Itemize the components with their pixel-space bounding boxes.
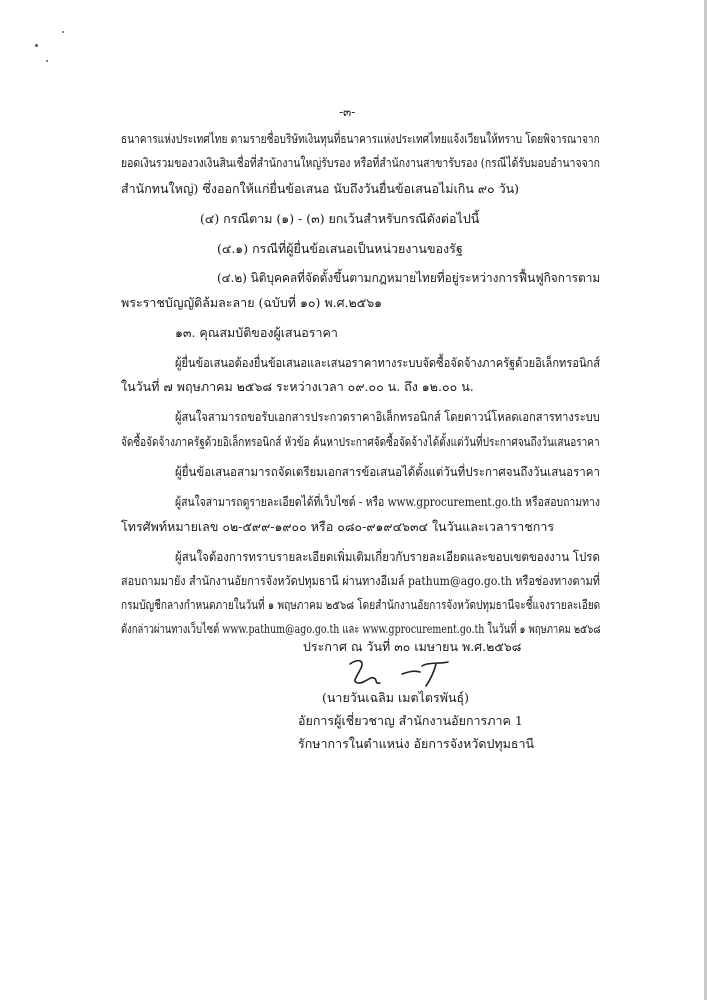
body-line-17: สอบถามมายัง สำนักงานอัยการจังหวัดปทุมธานี ผ่านทางอีเมล์ pathum@ago.go.th หรือช่องทางตามที่ <box>121 573 600 588</box>
body-line-14: ผู้สนใจสามารถดูรายละเอียดได้ที่เว็บไซต์ - หรือ www.gprocurement.go.th หรือสอบถามทาง <box>175 494 600 509</box>
body-line-16: ผู้สนใจต้องการทราบรายละเอียดเพิ่มเติมเกี่ยวกับรายละเอียดและขอบเขตของงาน โปรด <box>175 549 600 564</box>
body-line-18: กรมบัญชีกลางกำหนดภายในวันที่ ๑ พฤษภาคม ๒๕๖๘ โดยสำนักงานอัยการจังหวัดปทุมธานีจะชี้แจงรายละเอียด <box>121 597 601 612</box>
body-line-1: ธนาคารแห่งประเทศไทย ตามรายชื่อบริษัทเงินทุนที่ธนาคารแห่งประเทศไทยแจ้งเวียนให้ทราบ โดยพิจารณาจาก <box>121 131 600 146</box>
body-line-5: (๔.๑) กรณีที่ผู้ยื่นข้อเสนอเป็นหน่วยงานของรัฐ <box>217 241 463 256</box>
body-line-2: ยอดเงินรวมของวงเงินสินเชื่อที่สำนักงานใหญ่รับรอง หรือที่สำนักงานสาขารับรอง (กรณีได้รับมอบอำนาจจาก <box>121 155 600 170</box>
body-line-3: สำนักทนใหญ่) ซึ่งออกให้แก่ยื่นข้อเสนอ นับถึงวันยื่นข้อเสนอไม่เกิน ๙๐ วัน) <box>121 181 520 196</box>
body-line-11: ผู้สนใจสามารถขอรับเอกสารประกวดราคาอิเล็กทรอนิกส์ โดยดาวน์โหลดเอกสารทางระบบ <box>175 409 600 424</box>
body-line-10: ในวันที่ ๗ พฤษภาคม ๒๕๖๘ ระหว่างเวลา ๐๙.๐๐ น. ถึง ๑๒.๐๐ น. <box>121 379 474 394</box>
signer-name: (นายวันเฉลิม เมตไตรพันธุ์) <box>322 690 470 705</box>
body-line-4: (๔) กรณีตาม (๑) - (๓) ยกเว้นสำหรับกรณีดังต่อไปนี้ <box>200 211 480 226</box>
scan-speck <box>62 31 64 33</box>
section-heading-13: ๑๓. คุณสมบัติของผู้เสนอราคา <box>175 325 338 340</box>
body-line-19: ดังกล่าวผ่านทางเว็บไซต์ www.pathum@ago.go.th และ www.gprocurement.go.th ในวันที่ ๑ พฤษภาคม ๒๕๖๘ <box>121 621 601 636</box>
signer-title: อัยการผู้เชี่ยวชาญ สำนักงานอัยการภาค 1 <box>298 713 523 728</box>
scan-speck <box>35 44 38 47</box>
announcement-date: ประกาศ ณ วันที่ ๓๐ เมษายน พ.ศ.๒๕๖๘ <box>303 639 522 654</box>
body-line-15: โทรศัพท์หมายเลข ๐๒-๕๙๙-๑๙๐๐ หรือ ๐๘๐-๙๑๙๔๖๓๔ ในวันและเวลาราชการ <box>121 519 555 534</box>
page-number: -๓- <box>339 105 356 119</box>
body-line-13: ผู้ยื่นข้อเสนอสามารถจัดเตรียมเอกสารข้อเสนอได้ตั้งแต่วันที่ประกาศจนถึงวันเสนอราคา <box>175 464 600 479</box>
body-line-9: ผู้ยื่นข้อเสนอต้องยื่นข้อเสนอและเสนอราคาทางระบบจัดซื้อจัดจ้างภาครัฐด้วยอิเล็กทรอนิกส์ <box>175 355 601 370</box>
body-line-7: พระราชบัญญัติล้มละลาย (ฉบับที่ ๑๐) พ.ศ.๒๕๖๑ <box>121 295 383 310</box>
scan-speck <box>46 60 48 62</box>
signature <box>344 656 464 690</box>
body-line-12: จัดซื้อจัดจ้างภาครัฐด้วยอิเล็กทรอนิกส์ หัวข้อ ค้นหาประกาศจัดซื้อจัดจ้างได้ตั้งแต่วันที่ประกาศจนถึงวันเสนอราคา <box>121 434 600 449</box>
signer-acting-position: รักษาการในตำแหน่ง อัยการจังหวัดปทุมธานี <box>298 736 535 751</box>
body-line-6: (๔.๒) นิติบุคคลที่จัดตั้งขึ้นตามกฎหมายไทยที่อยู่ระหว่างการฟื้นฟูกิจการตาม <box>217 270 601 285</box>
